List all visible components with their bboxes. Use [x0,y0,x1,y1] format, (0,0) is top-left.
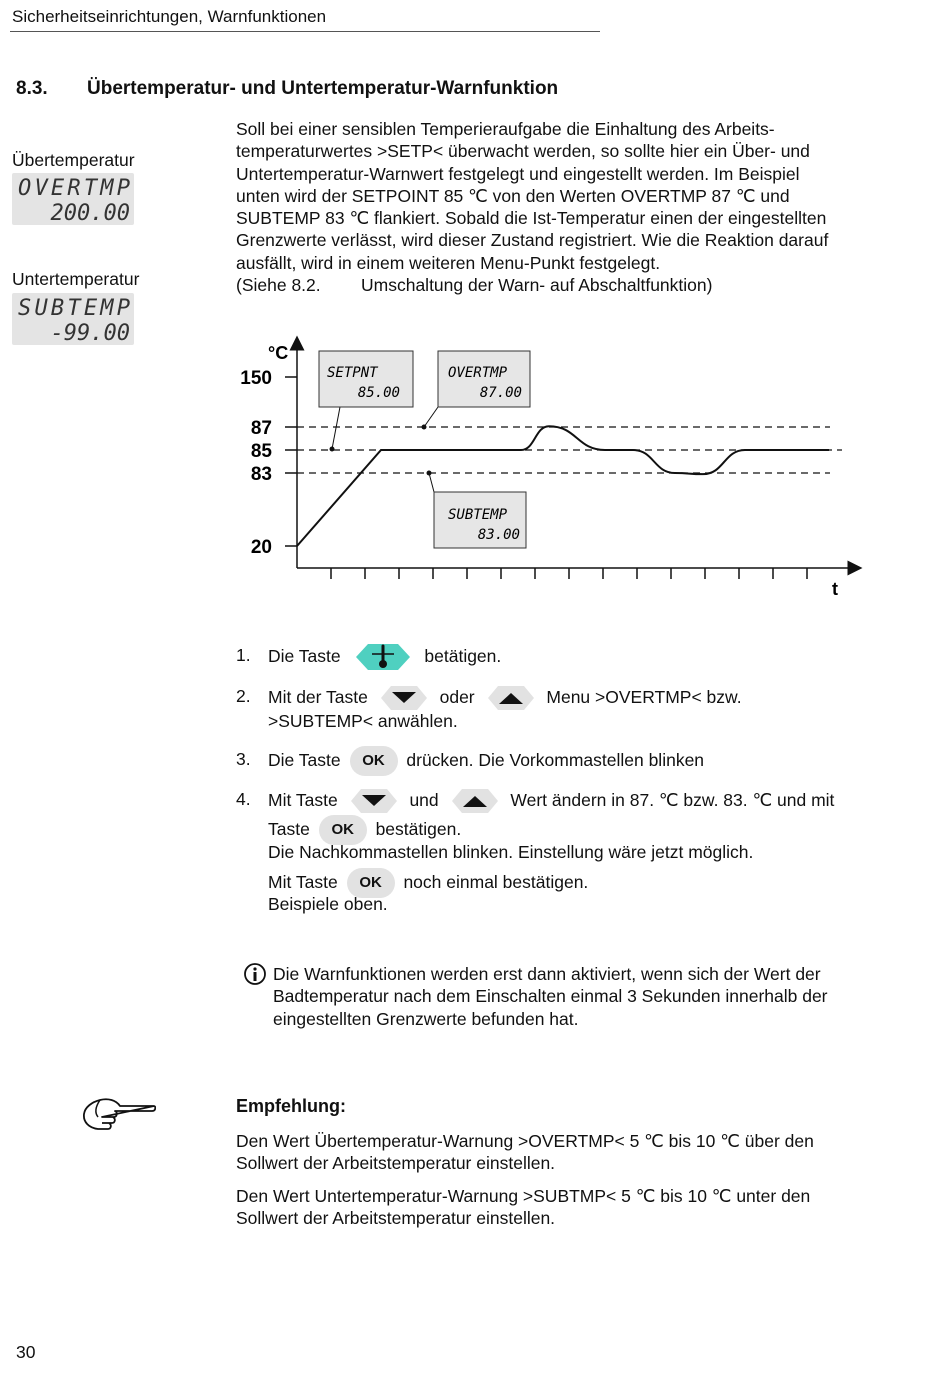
step-3 [236,748,916,778]
note-line: eingestellten Grenzwerte befunden hat. [273,1008,579,1029]
thermometer-key-icon[interactable] [350,642,416,672]
section-title: Übertemperatur- und Untertemperatur-Warnfunktion [87,78,559,99]
callout-value: 87.00 [479,385,522,401]
intro-line: Untertemperatur-Warnwert festgelegt und eingestellt werden. Im Beispiel [236,163,800,184]
y-tick-label: 87 [250,418,272,439]
arrow-up-key-icon[interactable] [448,787,502,815]
intro-line: SUBTEMP 83 ℃ flankiert. Sobald die Ist-Temperatur einen der eingestellten [236,208,827,229]
over-temp-label: Übertemperatur [12,150,135,170]
y-tick-label: 20 [250,537,272,558]
info-note [273,963,913,1030]
rec-line: Sollwert der Arbeitstemperatur einstellen. [236,1208,556,1229]
over-lcd-line1: OVERTMP [18,176,130,201]
step-number: 2. [236,686,251,706]
over-lcd-line2: 200.00 [50,201,130,225]
under-temp-display [12,293,134,345]
under-lcd-line2: -99.00 [50,321,130,345]
callout-name: SUBTEMP [448,507,508,523]
note-line: Badtemperatur nach dem Einschalten einmal 3 Sekunden innerhalb der [273,986,828,1007]
intro-line: Soll bei einer sensiblen Temperieraufgabe die Einhaltung des Arbeits- [236,119,775,139]
intro-line: ausfällt, wird in einem weiteren Menu-Punkt festgelegt. [236,252,661,273]
recommendation-paragraph-2 [236,1185,916,1230]
callout-name: SETPNT [327,365,378,381]
step-text: Menu >OVERTMP< bzw. [546,687,742,707]
y-tick-label: 83 [250,464,272,485]
step-text: Wert ändern in 87. ℃ bzw. 83. ℃ und mit [510,790,835,810]
step-4 [236,788,916,918]
step-text: bestätigen. [375,819,462,839]
callout-setpnt [319,351,413,452]
recommendation-paragraph-1 [236,1130,916,1175]
y-unit: °C [268,343,289,363]
step-text: Mit der Taste [268,687,368,707]
callout-name: OVERTMP [448,365,508,381]
step-number: 3. [236,749,251,769]
arrow-down-key-icon[interactable] [347,787,401,815]
under-lcd-line1: SUBTEMP [18,296,130,321]
x-ticks [331,568,807,579]
step-text: Taste [268,819,310,839]
under-temp-label: Untertemperatur [12,269,140,289]
step-text: Die Taste [268,646,341,666]
step-text: drücken. Die Vorkommastellen blinken [406,750,705,770]
note-line: Die Warnfunktionen werden erst dann aktiviert, wenn sich der Wert der [273,964,821,984]
step-text: >SUBTEMP< anwählen. [268,711,458,731]
callout-overtmp [422,351,531,430]
rec-line: Den Wert Untertemperatur-Warnung >SUBTMP< 5 ℃ bis 10 ℃ unter den [236,1186,811,1206]
temperature-chart [230,335,870,605]
intro-line: temperaturwertes >SETP< überwacht werden, so sollte hier ein Über- und [236,141,810,162]
step-text: noch einmal bestätigen. [403,872,589,892]
ok-key[interactable]: OK [319,815,367,845]
callout-subtemp [427,471,527,549]
intro-reference [236,274,906,296]
temperature-curve [297,426,829,546]
step-text: Mit Taste [268,790,338,810]
step-text: oder [439,687,475,707]
callout-value: 83.00 [477,527,520,543]
header-rule [10,31,600,32]
ok-key[interactable]: OK [350,746,398,776]
ref-title: Umschaltung der Warn- auf Abschaltfunktion) [361,275,713,296]
intro-paragraph [236,118,906,296]
info-icon [243,962,267,986]
step-text: Die Taste [268,750,341,770]
over-temp-display [12,173,134,225]
step-number: 4. [236,789,251,809]
page-number: 30 [16,1342,36,1362]
rec-line: Sollwert der Arbeitstemperatur einstellen. [236,1153,556,1174]
rec-line: Den Wert Übertemperatur-Warnung >OVERTMP< 5 ℃ bis 10 ℃ über den [236,1131,814,1151]
y-tick-label: 85 [250,441,272,462]
ok-key[interactable]: OK [347,868,395,898]
x-label: t [832,579,838,599]
step-text: betätigen. [424,646,502,666]
step-number: 1. [236,645,251,665]
intro-line: unten wird der SETPOINT 85 ℃ von den Werten OVERTMP 87 ℃ und [236,185,790,206]
step-text: Die Nachkommastellen blinken. Einstellung wäre jetzt möglich. [268,842,754,862]
y-ticks [240,368,297,558]
intro-line: Grenzwerte verlässt, wird dieser Zustand registriert. Wie die Reaktion darauf [236,230,829,251]
step-text: Beispiele oben. [268,894,388,914]
step-text: Mit Taste [268,872,338,892]
pointing-hand-icon [80,1094,156,1134]
arrow-down-key-icon[interactable] [377,684,431,712]
callout-value: 85.00 [357,385,400,401]
ref-section: (Siehe 8.2. [236,275,321,296]
arrow-up-key-icon[interactable] [484,684,538,712]
step-1 [236,644,916,674]
y-tick-label: 150 [240,368,272,389]
step-2 [236,685,916,735]
section-number: 8.3. [16,78,48,99]
running-header: Sicherheitseinrichtungen, Warnfunktionen [12,7,327,26]
step-text: und [409,790,439,810]
recommendation-title: Empfehlung: [236,1096,346,1116]
